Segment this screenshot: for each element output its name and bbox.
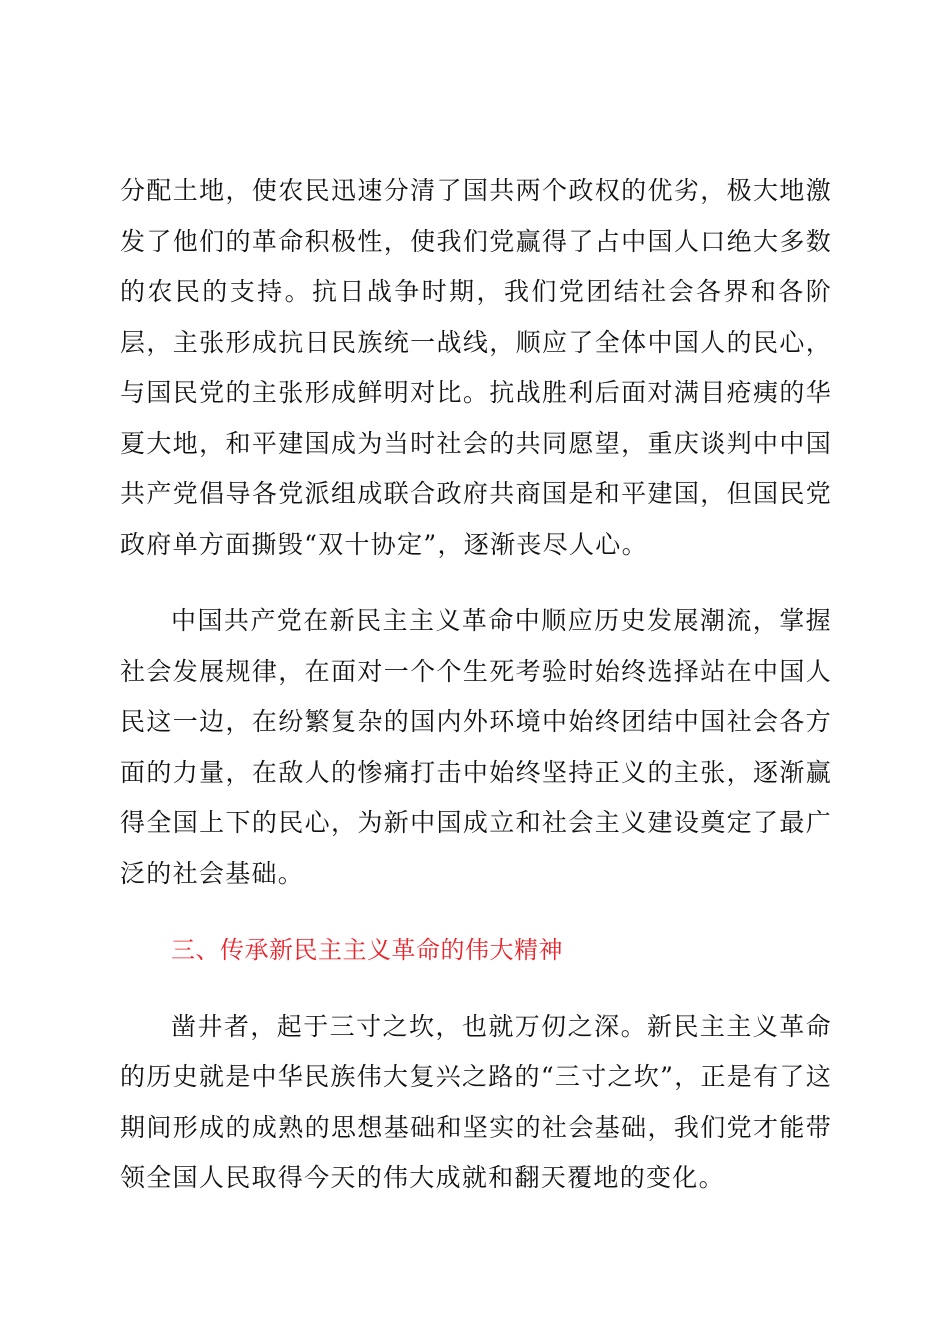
paragraph-gap: [120, 976, 832, 1002]
paragraph-2: 中国共产党在新民主主义革命中顺应历史发展潮流，掌握社会发展规律，在面对一个个生死考验时始终选择站在中国人民这一边，在纷繁复杂的国内外环境中始终团结中国社会各方面的力量，在敌人的惨痛打击中始终坚持正义的主张，逐渐赢得全国上下的民心，为新中国成立和社会主义建设奠定了最广泛的社会基础。: [120, 606, 832, 888]
paragraph-gap: [120, 899, 832, 925]
paragraph-3: 凿井者，起于三寸之坎，也就万仞之深。新民主主义革命的历史就是中华民族伟大复兴之路的“三寸之坎”，正是有了这期间形成的成熟的思想基础和坚实的社会基础，我们党才能带领全国人民取得今天的伟大成就和翻天覆地的变化。: [120, 1011, 832, 1192]
paragraph-gap: [120, 570, 832, 596]
paragraph-1: 分配土地，使农民迅速分清了国共两个政权的优劣，极大地激发了他们的革命积极性，使我们党赢得了占中国人口绝大多数的农民的支持。抗日战争时期，我们党团结社会各界和各阶层，主张形成抗日民族统一战线，顺应了全体中国人的民心，与国民党的主张形成鲜明对比。抗战胜利后面对满目疮痍的华夏大地，和平建国成为当时社会的共同愿望，重庆谈判中中国共产党倡导各党派组成联合政府共商国是和平建国，但国民党政府单方面撕毁“双十协定”，逐渐丧尽人心。: [120, 176, 832, 559]
section-heading: 三、传承新民主主义革命的伟大精神: [171, 936, 563, 964]
document-body: [120, 166, 832, 1204]
